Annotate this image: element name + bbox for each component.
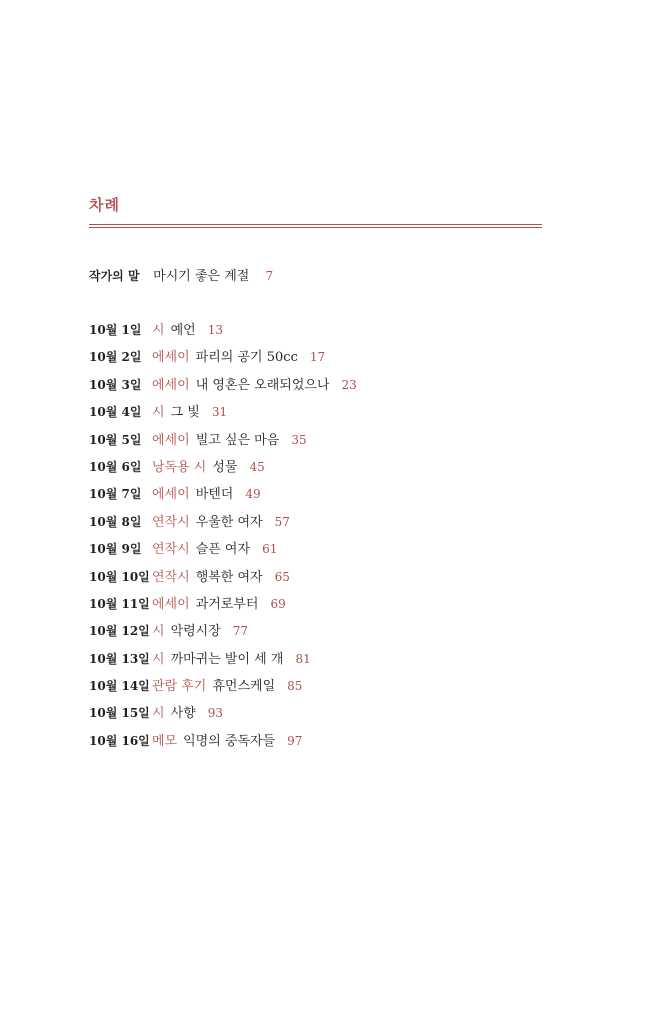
entry-date: 10월 3일	[89, 377, 142, 392]
entry-date: 10월 16일	[89, 733, 150, 748]
entry-date: 10월 2일	[89, 350, 142, 365]
toc-entry[interactable]	[89, 347, 357, 374]
entry-page-number: 65	[274, 569, 290, 584]
preface-label: 작가의 말	[89, 269, 140, 283]
entry-page-number: 85	[287, 679, 303, 694]
toc-entry[interactable]	[89, 676, 357, 703]
entry-genre: 시	[152, 651, 165, 667]
entry-page-number: 35	[291, 432, 307, 447]
toc-entry[interactable]	[89, 649, 357, 676]
entry-title: 행복한 여자	[195, 569, 263, 585]
entry-date: 10월 14일	[89, 679, 150, 694]
entry-genre: 연작시	[152, 569, 190, 585]
entry-page-number: 61	[262, 542, 278, 557]
entry-date: 10월 5일	[89, 432, 142, 447]
entry-genre: 시	[152, 405, 165, 421]
entry-date: 10월 1일	[89, 323, 142, 337]
entry-page-number: 23	[341, 377, 357, 392]
preface-entry[interactable]	[89, 266, 273, 287]
toc-entry[interactable]	[89, 457, 357, 484]
entry-title: 휴먼스케일	[212, 679, 276, 695]
entry-title: 그 빛	[170, 405, 200, 421]
toc-entry[interactable]	[89, 430, 357, 457]
toc-entry[interactable]	[89, 320, 357, 347]
entry-title: 성물	[212, 459, 238, 475]
entry-title: 과거로부터	[195, 596, 259, 612]
toc-entry[interactable]	[89, 594, 357, 621]
entry-date: 10월 12일	[89, 624, 150, 639]
toc-entry[interactable]	[89, 539, 357, 566]
preface-title: 마시기 좋은 계절	[153, 269, 250, 284]
toc-entry[interactable]	[89, 402, 357, 429]
entry-genre: 시	[152, 323, 165, 338]
entry-title: 까마귀는 발이 세 개	[170, 651, 284, 667]
entry-page-number: 97	[287, 733, 303, 748]
entry-title: 사향	[170, 706, 196, 722]
entry-page-number: 93	[207, 706, 223, 721]
entry-title: 예언	[170, 323, 196, 338]
entry-page-number: 77	[232, 624, 249, 639]
entry-genre: 메모	[152, 733, 178, 749]
entry-date: 10월 7일	[89, 487, 142, 502]
entry-date: 10월 10일	[89, 569, 150, 584]
entry-genre: 낭독용 시	[152, 459, 207, 475]
title-divider-top	[89, 224, 542, 225]
entry-date: 10월 13일	[89, 651, 150, 666]
entry-date: 10월 9일	[89, 542, 142, 557]
entry-genre: 에세이	[152, 596, 190, 612]
entry-genre: 시	[152, 624, 165, 640]
toc-entry[interactable]	[89, 703, 357, 730]
entry-genre: 에세이	[152, 350, 190, 366]
entry-genre: 관람 후기	[152, 679, 207, 695]
entry-page-number: 69	[270, 596, 286, 611]
entry-genre: 연작시	[152, 542, 190, 558]
entry-genre: 에세이	[152, 487, 190, 503]
toc-entry[interactable]	[89, 375, 357, 402]
entry-date: 10월 15일	[89, 706, 150, 721]
entry-genre: 시	[152, 706, 165, 722]
page-title: 차례	[89, 196, 120, 214]
entry-title: 익명의 중독자들	[183, 733, 276, 749]
entry-title: 내 영혼은 오래되었으나	[195, 377, 330, 393]
toc-entry[interactable]	[89, 484, 357, 511]
title-divider-bottom	[89, 227, 542, 228]
entry-date: 10월 11일	[89, 596, 150, 611]
entry-genre: 연작시	[152, 514, 190, 530]
toc-entry[interactable]	[89, 512, 357, 539]
entry-page-number: 17	[309, 350, 326, 365]
entry-genre: 에세이	[152, 377, 190, 393]
toc-entry[interactable]	[89, 567, 357, 594]
entry-title: 악령시장	[170, 624, 221, 640]
entry-page-number: 57	[274, 514, 290, 529]
preface-page-number: 7	[265, 269, 274, 283]
entry-date: 10월 4일	[89, 405, 142, 420]
entry-date: 10월 6일	[89, 459, 142, 474]
entry-page-number: 45	[249, 459, 265, 474]
entry-page-number: 31	[211, 405, 228, 420]
entry-date: 10월 8일	[89, 514, 142, 529]
entry-title: 빌고 싶은 마음	[195, 432, 280, 448]
entry-title: 우울한 여자	[195, 514, 263, 530]
toc-list	[89, 320, 357, 758]
toc-entry[interactable]	[89, 731, 357, 758]
entry-title: 파리의 공기 50cc	[195, 350, 298, 366]
entry-title: 바텐더	[195, 487, 234, 503]
toc-entry[interactable]	[89, 621, 357, 648]
entry-page-number: 13	[207, 323, 223, 337]
entry-title: 슬픈 여자	[195, 542, 251, 558]
entry-page-number: 81	[295, 651, 311, 666]
entry-genre: 에세이	[152, 432, 190, 448]
entry-page-number: 49	[245, 487, 261, 502]
